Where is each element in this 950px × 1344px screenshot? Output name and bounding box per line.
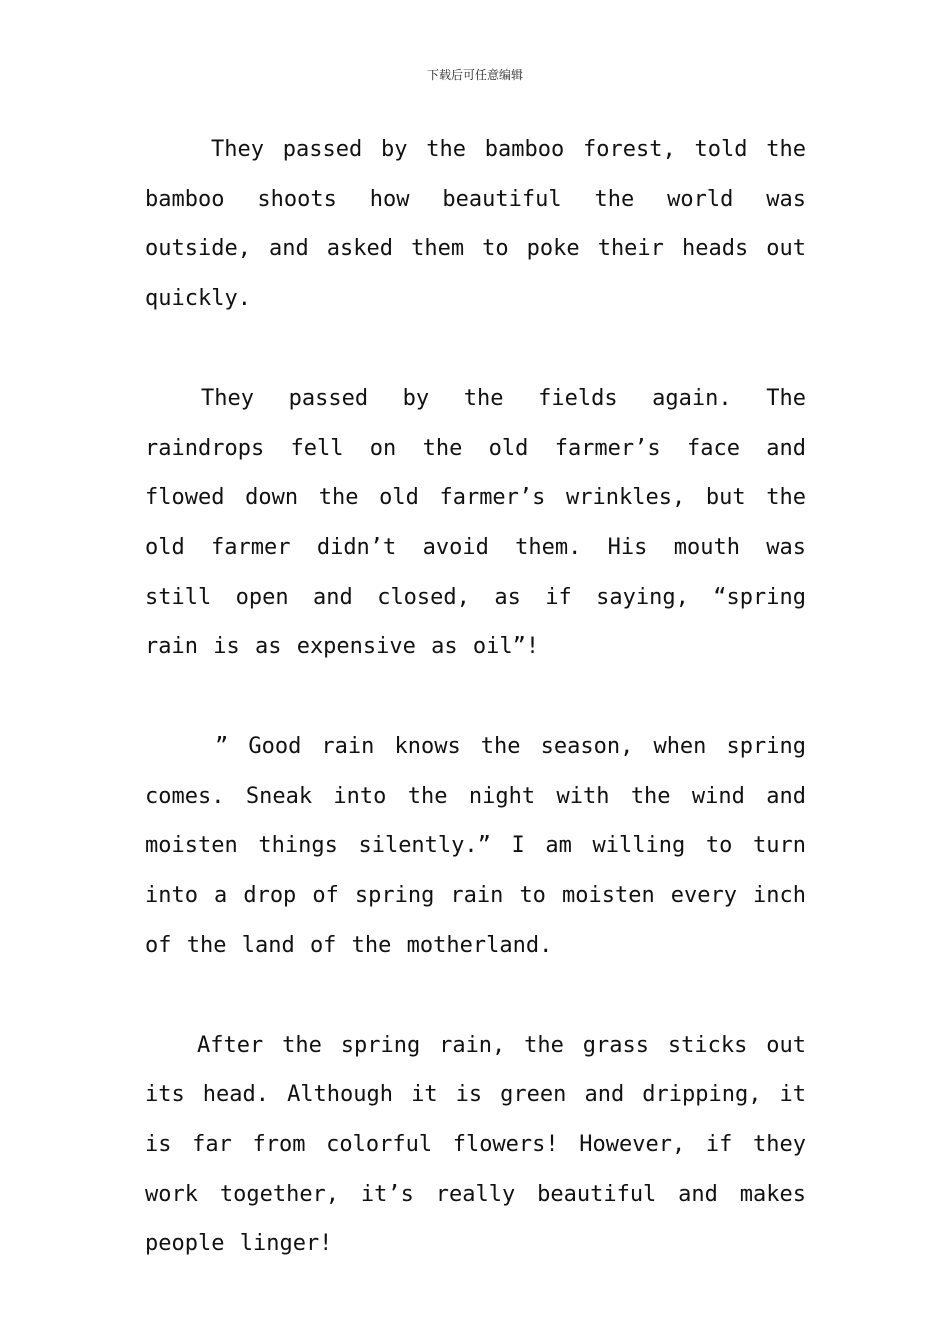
paragraph-fields: They passed by the fields again. The raindrops fell on the old farmer’s face and flowed down the old farmer’s wrinkles, but the old farmer didn’t avoid them. His mouth was still open and closed, as if saying, “spring rain is as expensive as oil”!	[145, 385, 806, 660]
paragraph-good-rain: ” Good rain knows the season, when spring comes. Sneak into the night with the wind and moisten things silently.” I am willing to turn into a drop of spring rain to moisten every inch of the land of the motherland.	[145, 734, 806, 958]
paragraph-bamboo-forest: They passed by the bamboo forest, told the bamboo shoots how beautiful the world was outside, and asked them to poke their heads out quickly.	[145, 137, 806, 312]
document-body	[145, 125, 806, 1319]
page-header: 下载后可任意编辑	[426, 68, 523, 82]
paragraph-grass: After the spring rain, the grass sticks out its head. Although it is green and dripping, it is far from colorful flowers! However, if they work together, it’s really beautiful and makes people linger!	[145, 1032, 806, 1257]
